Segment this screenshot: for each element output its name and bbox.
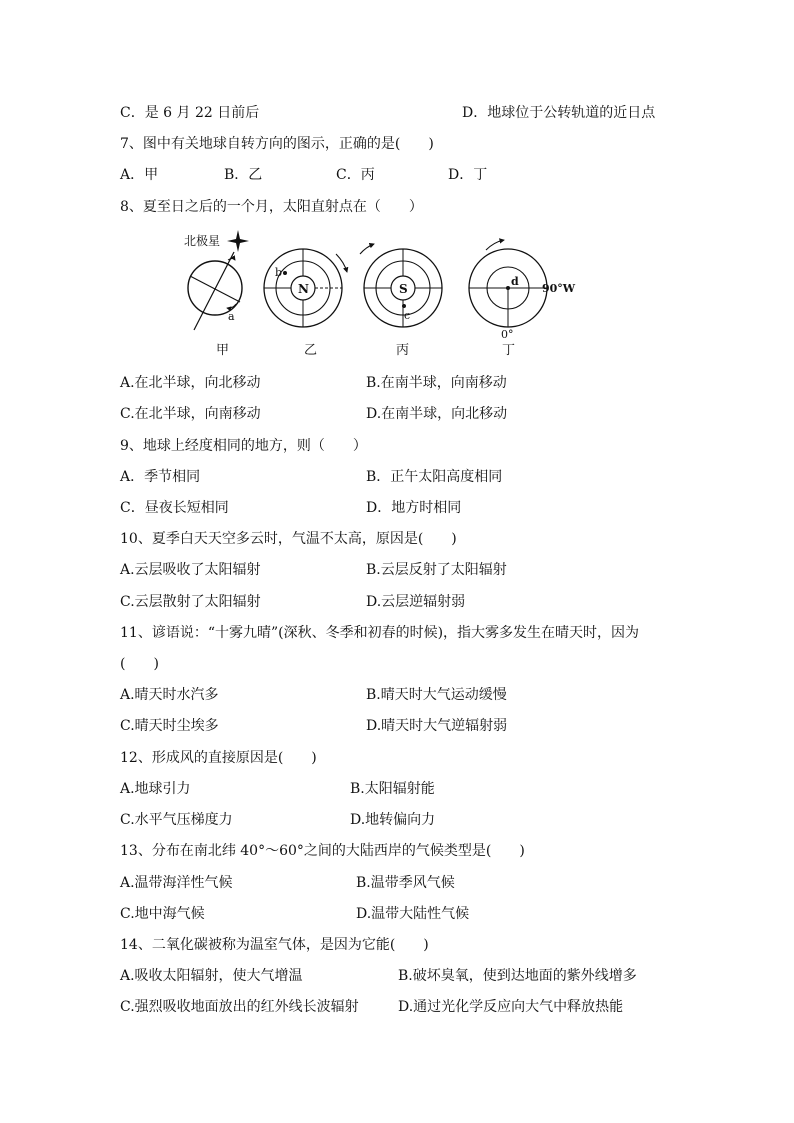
lon-0-label: 0° xyxy=(501,328,514,341)
lon-90w-label: 90°W xyxy=(542,282,576,295)
q14-option-b: B.破坏臭氧，使到达地面的紫外线增多 xyxy=(398,968,637,984)
q8-option-c: C.在北半球，向南移动 xyxy=(120,406,261,422)
point-b-label: b xyxy=(275,266,283,279)
q10-option-b: B.云层反射了太阳辐射 xyxy=(366,562,507,578)
earth-rotation-figure xyxy=(178,226,598,358)
equator-line xyxy=(190,276,240,302)
q12-option-d: D.地转偏向力 xyxy=(350,812,436,828)
q13-stem: 13、分布在南北纬 40°～60°之间的大陆西岸的气候类型是( ) xyxy=(120,843,525,859)
q11-option-a: A.晴天时水汽多 xyxy=(120,687,219,703)
q11-option-c: C.晴天时尘埃多 xyxy=(120,718,219,734)
q7-option-c: C．丙 xyxy=(336,167,375,183)
q11-stem-cont: ( ) xyxy=(120,656,159,672)
q14-stem: 14、二氧化碳被称为温室气体，是因为它能( ) xyxy=(120,937,429,953)
caption-bing: 丙 xyxy=(396,343,410,358)
q13-option-b: B.温带季风气候 xyxy=(356,875,455,891)
q10-option-d: D.云层逆辐射弱 xyxy=(366,594,466,610)
q9-option-b: B．正午太阳高度相同 xyxy=(366,469,503,485)
q12-option-b: B.太阳辐射能 xyxy=(350,781,435,797)
q8-option-a: A.在北半球，向北移动 xyxy=(120,375,261,391)
caption-yi: 乙 xyxy=(304,343,318,358)
q10-option-c: C.云层散射了太阳辐射 xyxy=(120,594,261,610)
q13-option-a: A.温带海洋性气候 xyxy=(120,875,233,891)
south-pole-label: S xyxy=(399,282,408,296)
north-pole-label: N xyxy=(298,282,309,296)
caption-ding: 丁 xyxy=(502,343,516,358)
q7-stem: 7、图中有关地球自转方向的图示，正确的是( ) xyxy=(120,136,434,152)
q6-option-d: D．地球位于公转轨道的近日点 xyxy=(462,105,656,121)
diagram-jia xyxy=(184,230,249,358)
q9-stem: 9、地球上经度相同的地方，则（ ） xyxy=(120,438,367,454)
diagram-bing xyxy=(360,244,442,358)
q8-stem: 8、夏至日之后的一个月，太阳直射点在（ ） xyxy=(120,199,423,215)
caption-jia: 甲 xyxy=(216,343,230,358)
point-c-label: c xyxy=(404,309,411,322)
q12-option-c: C.水平气压梯度力 xyxy=(120,812,233,828)
q9-option-a: A．季节相同 xyxy=(120,469,201,485)
q12-option-a: A.地球引力 xyxy=(120,781,191,797)
q10-stem: 10、夏季白天天空多云时，气温不太高，原因是( ) xyxy=(120,531,457,547)
q9-option-d: D．地方时相同 xyxy=(366,500,462,516)
q14-option-c: C.强烈吸收地面放出的红外线长波辐射 xyxy=(120,999,359,1015)
diagram-ding xyxy=(469,240,576,358)
q14-option-a: A.吸收太阳辐射，使大气增温 xyxy=(120,968,303,984)
polaris-label: 北极星 xyxy=(184,234,221,248)
q9-option-c: C．昼夜长短相同 xyxy=(120,500,229,516)
q13-option-c: C.地中海气候 xyxy=(120,906,205,922)
polaris-star-icon xyxy=(227,230,249,252)
q11-option-d: D.晴天时大气逆辐射弱 xyxy=(366,718,508,734)
q11-option-b: B.晴天时大气运动缓慢 xyxy=(366,687,507,703)
q6-option-c: C．是 6 月 22 日前后 xyxy=(120,105,260,121)
q14-option-d: D.通过光化学反应向大气中释放热能 xyxy=(398,999,624,1015)
point-d-label: d xyxy=(511,275,519,288)
q7-option-a: A．甲 xyxy=(120,167,159,183)
q11-stem: 11、谚语说：“十雾九晴”(深秋、冬季和初春的时候)，指大雾多发生在晴天时，因为 xyxy=(120,625,640,641)
q12-stem: 12、形成风的直接原因是( ) xyxy=(120,750,317,766)
diagram-yi xyxy=(264,249,347,358)
q8-option-b: B.在南半球，向南移动 xyxy=(366,375,507,391)
q7-option-b: B．乙 xyxy=(224,167,263,183)
q8-option-d: D.在南半球，向北移动 xyxy=(366,406,508,422)
q13-option-d: D.温带大陆性气候 xyxy=(356,906,470,922)
q7-option-d: D．丁 xyxy=(448,167,488,183)
point-a-label: a xyxy=(228,310,235,323)
q10-option-a: A.云层吸收了太阳辐射 xyxy=(120,562,261,578)
